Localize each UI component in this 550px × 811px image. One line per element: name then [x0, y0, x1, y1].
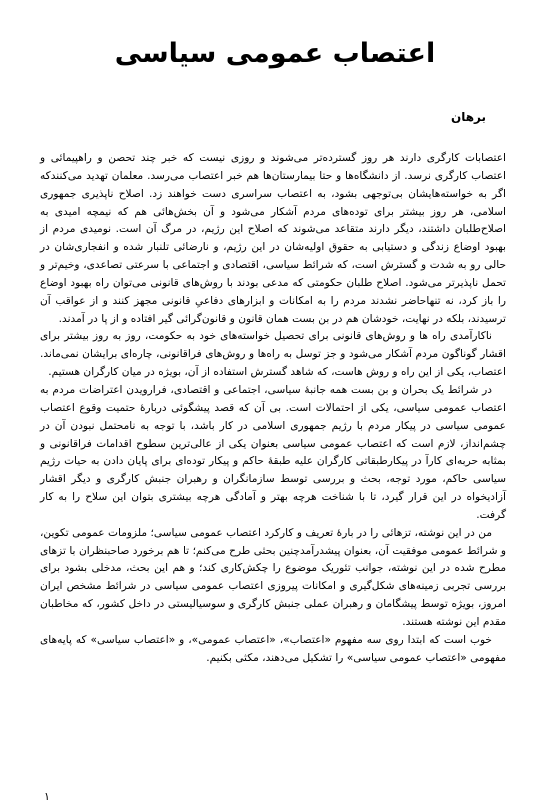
paragraph: در شرائط یک بحران و بن بست همه جانبهٔ سیاسی، اجتماعی و اقتصادی، فرارویدن اعتراضات مردم به اعتصاب عمومی سیاسی، یکی از احتمالات است. بی آن که قصد پیشگوئی دربارهٔ حتمیت وقوع اعتصاب عمومی سیاسی در پیکار مردم با رژیم جمهوری اسلامی در کار باشد، با توجه به نامحتمل نبودن آن در چشم‌انداز، لازم است که اعتصاب عمومی سیاسی بعنوان یکی از عالی‌ترین سطوح اقدامات فراقانونی و بمثابه حربه‌ای کارآ در پیکارطبقاتی کارگران علیه طبقهٔ حاکم و پیکار توده‌ای برای پایان دادن به حیات رژیم سیاسی حاکم، مورد توجه، بحث و بررسی توسط سازمانگران و رهبران جنبش کارگری و دیگر اقشار آزادیخواه در این قرار گیرد، تا با شناخت هرچه بهتر و آمادگی هرچه بیشتری بتوان این سلاح را به کار گرفت.	[40, 383, 506, 521]
paragraph: ناکارآمدی راه ها و روش‌های قانونی برای تحصیل خواسته‌های خود به حکومت، روز به روز بیشتر برای اقشار گوناگون مردم آشکار می‌شود و جز توسل به راه‌ها و روش‌های فراقانونی، چاره‌ای برایشان نمی‌ماند. اعتصاب، یکی از این راه و روش هاست، که شاهد گسترش استفاده از آن، بویژه در میان کارگران هستیم.	[40, 330, 506, 379]
author-name: برهان	[450, 110, 486, 124]
page-number: ۱	[44, 790, 50, 803]
paragraph: خوب است که ابتدا روی سه مفهوم «اعتصاب»، «اعتصاب عمومی»، و «اعتصاب سیاسی» که پایه‌های مفهومی «اعتصاب عمومی سیاسی» را تشکیل می‌دهند، مکثی بکنیم.	[40, 633, 506, 664]
paragraph: من در این نوشته، تزهائی را در بارهٔ تعریف و کارکرد اعتصاب عمومی سیاسی؛ ملزومات عمومی تکوین، و شرائط عمومی موفقیت آن، بعنوان پیشدرآمدچنین بحثی طرح می‌کنم؛ تا هم برخورد صاحبنظران با تزهای مطرح شده در این نوشته، جوانب تئوریک موضوع را چکش‌کاری کند؛ و هم این بحث، مدخلی بشود برای بررسی تجربی زمینه‌های شکل‌گیری و امکانات پیروزی اعتصاب عمومی سیاسی در شرائط مشخص ایران امروز، بویژه توسط پیشگامان و رهبران عملی جنبش کارگری و سوسیالیستی در داخل کشور، که مخاطبان مقدم این نوشته هستند.	[40, 526, 506, 628]
page-title: اعتصاب عمومی سیاسی	[114, 38, 436, 69]
paragraph: اعتصابات کارگری دارند هر روز گسترده‌تر می‌شوند و روزی نیست که خبر چند تحصن و راهپیمائی و اعتصاب کارگری نرسد. از دانشگاه‌ها و حتا بیمارستان‌ها هم خبر اعتصاب می‌رسد. معلمان تهدید می‌کنندکه اگر به خواسته‌هایشان بی‌توجهی بشود، به اعتصاب سراسری دست خواهند زد. اصلاح ناپذیری جمهوری اسلامی، هر روز بیشتر برای توده‌های مردم آشکار می‌شود و آن بخش‌هائی هم که نیمچه امیدی به اصلاح‌طلبان داشتند، دیگر دارند متقاعد می‌شوند که اصلاح این رژیم، در مرگ آن است. نومیدی مردم از بهبود اوضاع زندگی و دستیابی به حقوق اولیه‌شان در این رژیم، و نارضائی تلنبار شده و انفجاری‌شان در حالی رو به شدت و گسترش است، که شرائط سیاسی، اقتصادی و اجتماعی با سرعتی تصاعدی، وخیم‌تر و تحمل ناپذیرتر می‌شود. اصلاح طلبان حکومتی که مدعی بودند با روش‌های قانونی می‌توان راه بهبود اوضاع را باز کرد، نه تنهاحاضر نشدند مردم را به امکانات و ابزارهای دفاعی‌ِ قانونی مجهز کنند و از عواقب آن ترسیدند، بلکه در نهایت، خودشان هم در بن بست همان قانون و قانون‌گرائی گیر افتاده و از پا در آمدند.	[40, 152, 506, 325]
article-body	[40, 150, 506, 667]
